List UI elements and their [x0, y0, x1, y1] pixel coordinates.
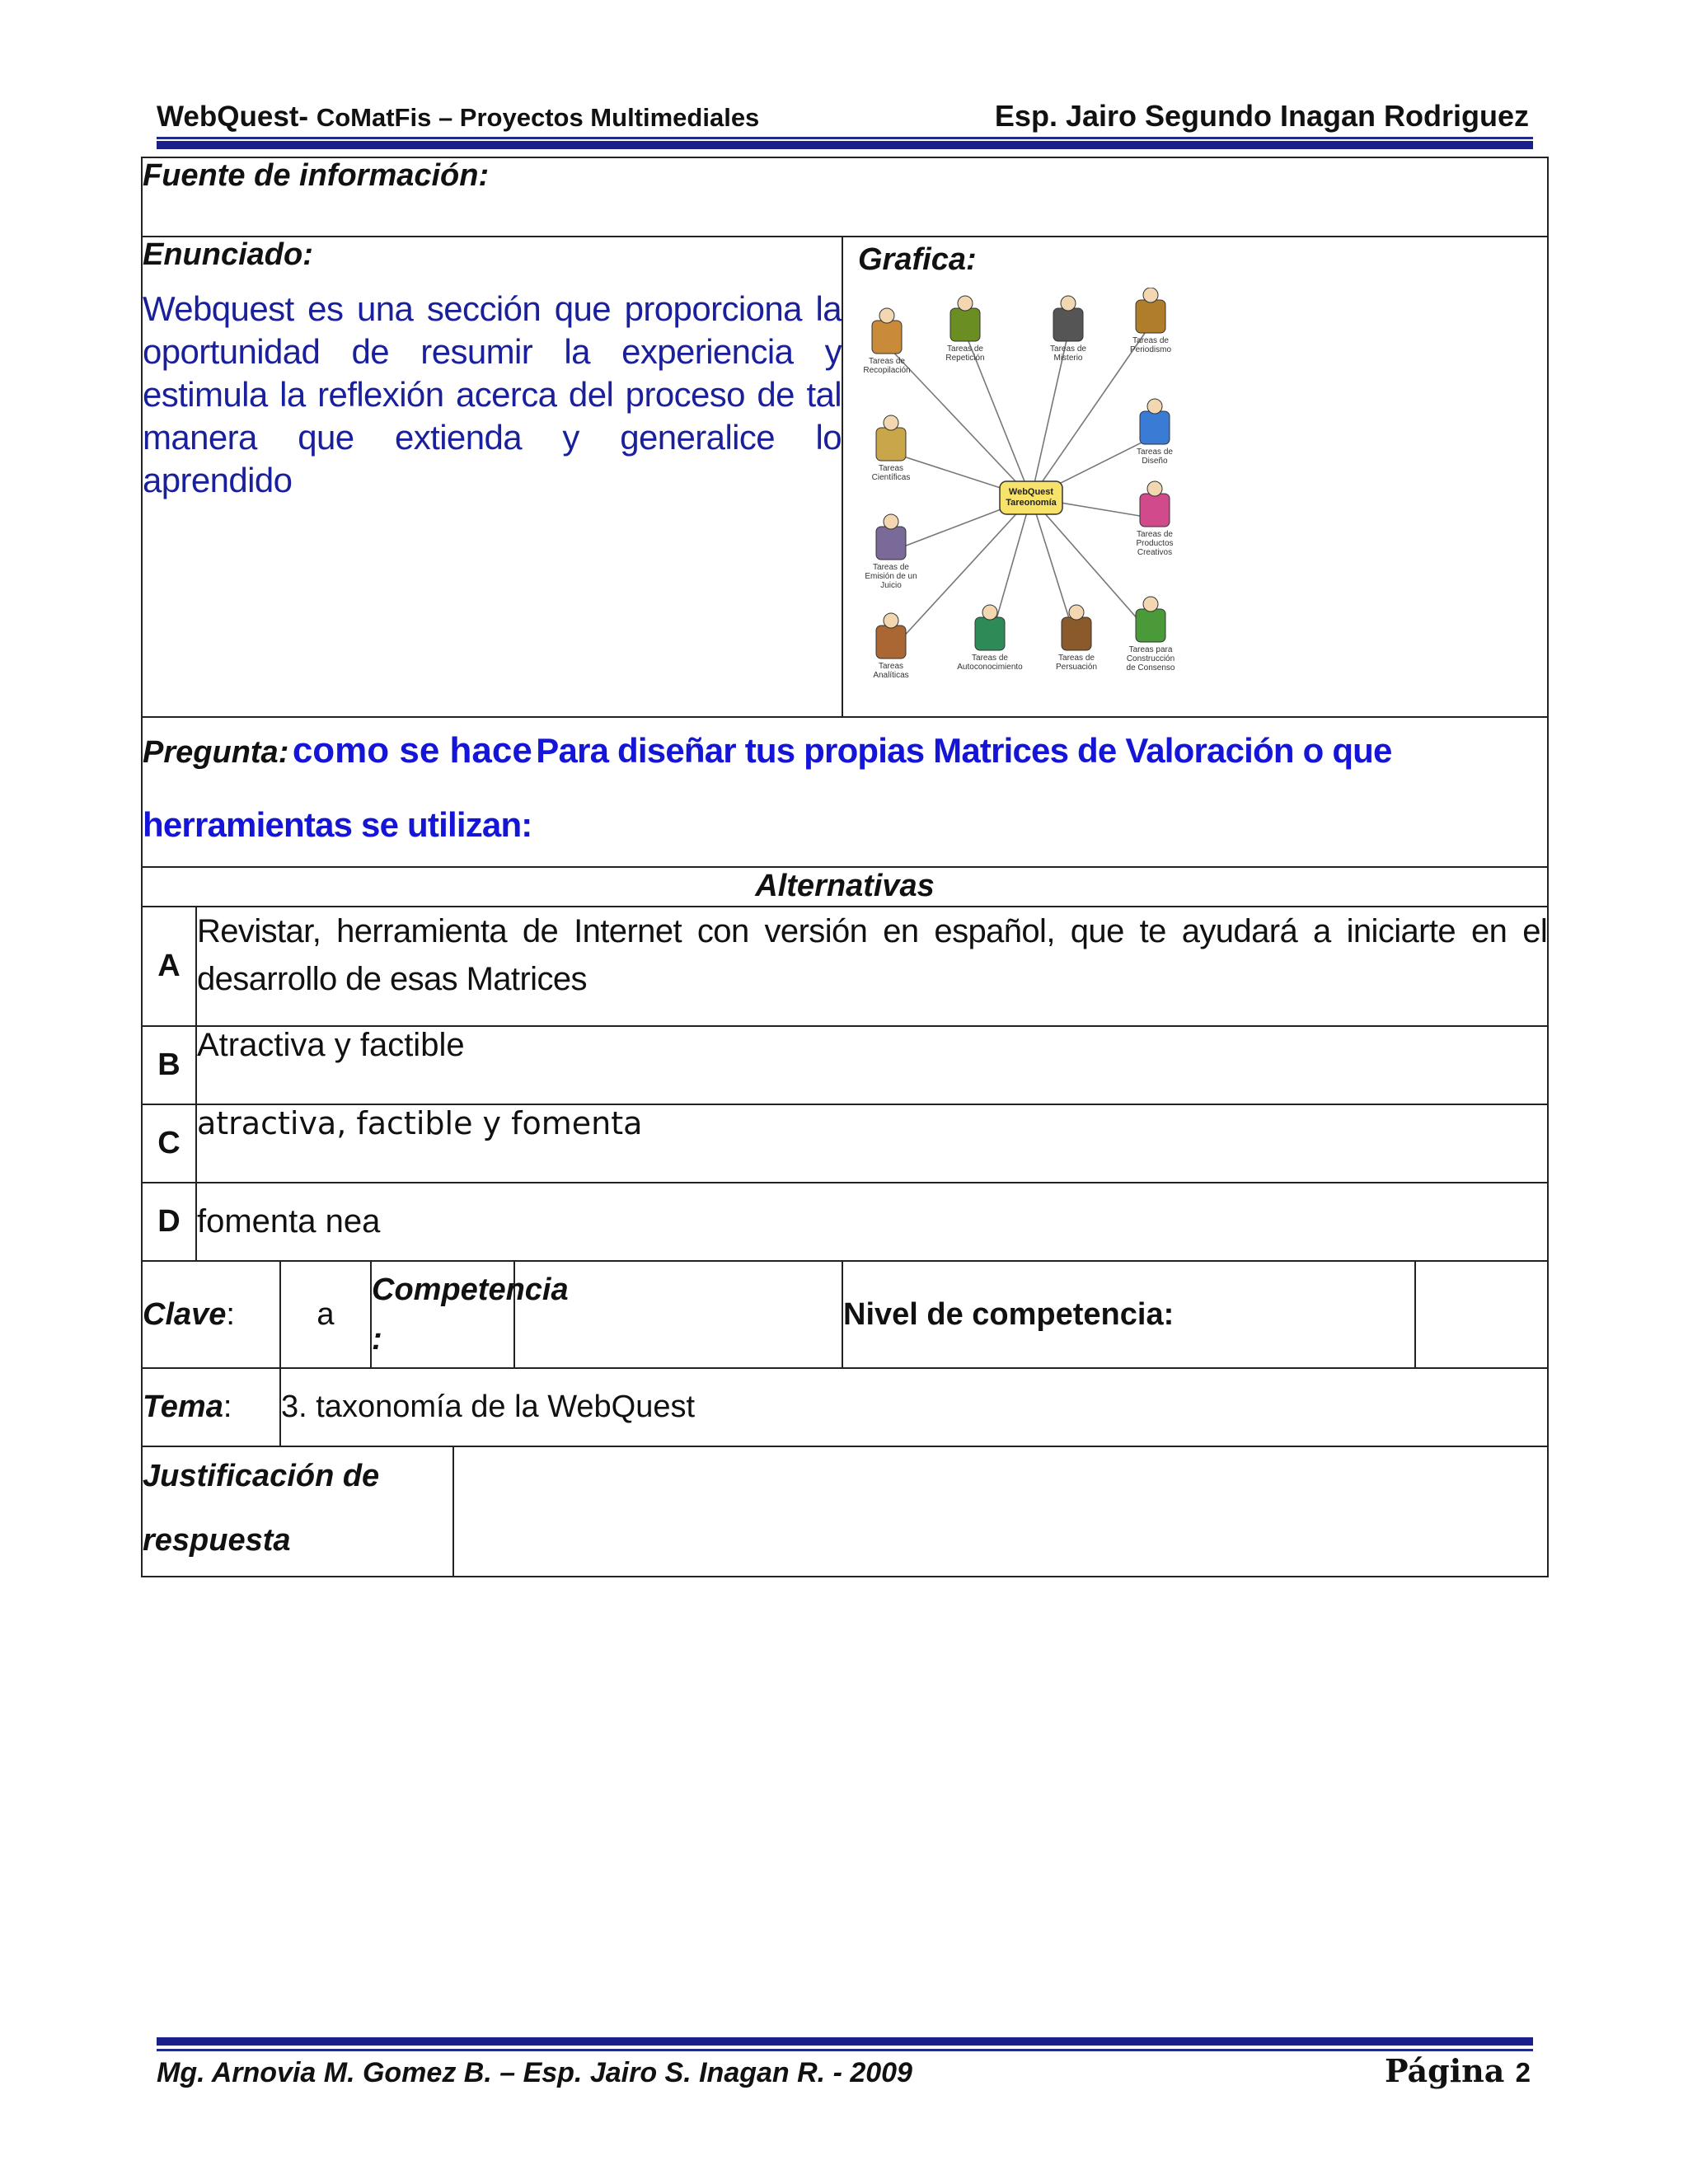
diagram-connector — [1031, 498, 1151, 634]
diagram-node-label: Tareas de — [873, 563, 909, 572]
task-figure-head-icon — [958, 296, 973, 311]
alt-letter-c: C — [142, 1104, 196, 1183]
enunciado-text: Webquest es una sección que proporciona la oportunidad de resumir la experiencia y estimula la reflexión acerca del proceso de tal manera que extienda y generalice lo aprendido — [143, 289, 842, 499]
page-word: Página — [1385, 2052, 1505, 2089]
task-figure-icon — [876, 527, 906, 560]
tema-value: 3. taxonomía de la WebQuest — [280, 1368, 1548, 1446]
diagram-node-label: Tareas de — [1132, 336, 1169, 345]
header-author: Esp. Jairo Segundo Inagan Rodriguez — [994, 99, 1529, 133]
tema-row — [142, 1368, 1548, 1446]
page-header — [157, 97, 1529, 134]
diagram-node-label: Emisión de un — [865, 572, 917, 581]
pregunta-part2: Para diseñar tus propias Matrices de Valoración o que herramientas se utilizan: — [143, 731, 1392, 844]
diagram-node-label: Analíticas — [873, 671, 909, 680]
diagram-node — [865, 514, 917, 590]
task-figure-icon — [1140, 411, 1170, 444]
diagram-node-label: Productos — [1136, 539, 1174, 548]
alt-text-d: fomenta nea — [196, 1183, 1548, 1261]
diagram-node — [1136, 481, 1173, 557]
diagram-node-label: Juicio — [880, 581, 902, 590]
diagram-node-label: Tareas de — [1137, 530, 1173, 539]
alternative-row-d — [142, 1183, 1548, 1261]
alt-text-b: Atractiva y factible — [196, 1026, 1548, 1104]
diagram-node-label: Tareas de — [947, 344, 983, 354]
clave-colon: : — [226, 1296, 235, 1332]
task-figure-icon — [950, 308, 980, 341]
competencia-label: Competencia — [372, 1272, 569, 1307]
alternativas-header-row — [142, 867, 1548, 907]
task-figure-icon — [876, 428, 906, 461]
diagram-node-label: Tareas — [878, 464, 904, 473]
enunciado-label: Enunciado: — [143, 237, 313, 272]
enunciado-row — [142, 237, 1548, 717]
diagram-node — [1056, 605, 1097, 672]
grafica-label: Grafica: — [858, 242, 977, 277]
task-figure-icon — [1053, 308, 1083, 341]
task-figure-icon — [1140, 494, 1170, 527]
alt-text-c: atractiva, factible y fomenta — [196, 1104, 1548, 1183]
tema-colon: : — [223, 1390, 232, 1424]
alt-text-a: Revistar, herramienta de Internet con versión en español, que te ayudará a iniciarte en el desarrollo de esas Matrices — [196, 907, 1548, 1026]
task-figure-head-icon — [1061, 296, 1076, 311]
diagram-node-label: Periodismo — [1129, 345, 1172, 354]
fuente-row — [142, 157, 1548, 237]
nivel-label: Nivel de competencia: — [842, 1261, 1415, 1368]
diagram-node — [1137, 399, 1173, 466]
diagram-node — [957, 605, 1023, 672]
task-figure-head-icon — [1069, 605, 1084, 620]
tareonomia-diagram — [858, 288, 1188, 716]
diagram-node-label: Tareas de — [972, 654, 1008, 663]
diagram-node-label: Autoconocimiento — [957, 663, 1023, 672]
diagram-node-label: Misterio — [1053, 354, 1083, 363]
diagram-node-label: Tareas de — [1058, 654, 1095, 663]
diagram-node — [872, 415, 911, 482]
task-figure-icon — [975, 617, 1005, 650]
pregunta-part1: como se hace — [292, 730, 532, 771]
diagram-node — [1050, 296, 1086, 363]
task-figure-icon — [1062, 617, 1091, 650]
task-figure-head-icon — [884, 613, 898, 628]
alternative-row-c — [142, 1104, 1548, 1183]
footer-rule-thick — [157, 2037, 1533, 2046]
alt-letter-a: A — [142, 907, 196, 1026]
diagram-center-label: Tareonomía — [1006, 498, 1057, 508]
diagram-node-label: de Consenso — [1126, 663, 1175, 673]
task-figure-icon — [876, 626, 906, 658]
header-rule — [157, 137, 1533, 139]
diagram-node-label: Persuación — [1055, 663, 1098, 672]
diagram-node-label: Tareas — [878, 662, 904, 671]
task-figure-icon — [872, 321, 902, 354]
task-figure-icon — [1136, 609, 1165, 642]
task-figure-head-icon — [884, 514, 898, 529]
header-webquest: WebQuest- — [157, 101, 309, 133]
task-figure-head-icon — [879, 308, 894, 323]
justificacion-value — [453, 1446, 1548, 1577]
task-figure-head-icon — [884, 415, 898, 430]
task-figure-head-icon — [1147, 481, 1162, 496]
diagram-node — [873, 613, 908, 680]
diagram-node-label: Recopilación — [863, 366, 911, 375]
diagram-node-label: Repetición — [945, 354, 985, 363]
footer-authors: Mg. Arnovia M. Gomez B. – Esp. Jairo S. Inagan R. - 2009 — [157, 2057, 912, 2088]
diagram-node — [945, 296, 984, 363]
page-number — [1385, 2052, 1531, 2089]
header-project: CoMatFis – Proyectos Multimediales — [316, 103, 760, 132]
competencia-colon: : — [372, 1322, 382, 1357]
task-figure-head-icon — [1147, 399, 1162, 414]
justificacion-row — [142, 1446, 1548, 1577]
fuente-label: Fuente de información: — [143, 158, 490, 193]
diagram-node — [1130, 288, 1171, 354]
header-rule-thick — [157, 141, 1533, 149]
footer-rule — [157, 2049, 1533, 2051]
tema-label: Tema — [143, 1390, 223, 1424]
task-figure-head-icon — [1143, 288, 1158, 302]
diagram-node-label: Tareas de — [1137, 448, 1173, 457]
diagram-center-label: WebQuest — [1008, 487, 1054, 497]
header-left — [157, 101, 759, 134]
tareonomia-svg — [858, 288, 1188, 716]
alternative-row-a — [142, 907, 1548, 1026]
alternative-row-b — [142, 1026, 1548, 1104]
nivel-value — [1415, 1261, 1548, 1368]
diagram-node — [863, 308, 910, 375]
page-num: 2 — [1515, 2057, 1531, 2088]
task-figure-head-icon — [1143, 597, 1158, 612]
task-figure-head-icon — [982, 605, 997, 620]
diagram-node-label: Tareas para — [1128, 645, 1173, 654]
diagram-node-label: Diseño — [1142, 457, 1168, 466]
diagram-node-label: Científicas — [871, 473, 911, 482]
pregunta-row — [142, 717, 1548, 867]
diagram-node-label: Tareas de — [869, 357, 905, 366]
alt-letter-d: D — [142, 1183, 196, 1261]
diagram-node — [1127, 597, 1175, 673]
diagram-center — [1000, 481, 1062, 514]
alt-letter-b: B — [142, 1026, 196, 1104]
diagram-node-label: Tareas de — [1050, 344, 1086, 354]
clave-label: Clave — [143, 1296, 227, 1332]
diagram-node-label: Construcción — [1126, 654, 1175, 663]
task-figure-icon — [1136, 300, 1165, 333]
justificacion-label: Justificación de respuesta — [143, 1459, 380, 1558]
clave-row — [142, 1261, 1548, 1368]
clave-value: a — [280, 1261, 371, 1368]
diagram-node-label: Creativos — [1137, 548, 1173, 557]
alternativas-label: Alternativas — [142, 867, 1548, 907]
pregunta-label: Pregunta: — [143, 735, 289, 770]
question-form — [141, 157, 1549, 1577]
